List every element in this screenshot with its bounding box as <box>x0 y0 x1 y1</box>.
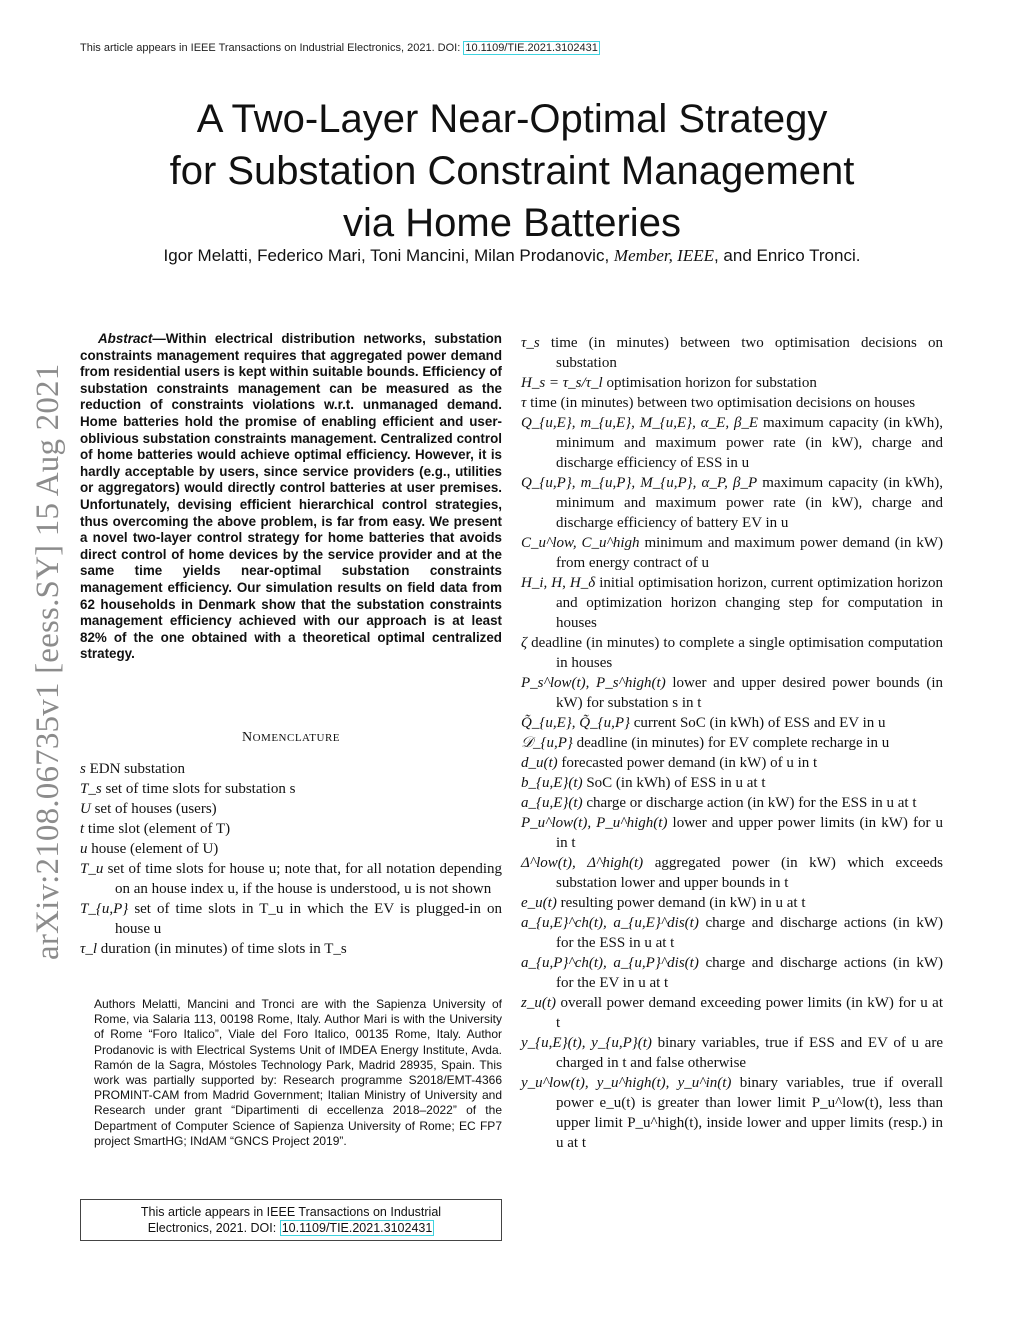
nomenclature-desc: aggregated power (in kW) which exceeds substation lower and upper bounds in t <box>556 855 943 891</box>
nomenclature-symbol: y_{u,E}(t), y_{u,P}(t) <box>521 1035 652 1051</box>
nomenclature-desc: time (in minutes) between two optimisation decisions on substation <box>550 335 944 371</box>
nomenclature-symbol: ζ <box>521 635 528 651</box>
nomenclature-item <box>521 893 943 913</box>
nomenclature-desc: resulting power demand (in kW) in u at t <box>560 895 806 911</box>
nomenclature-symbol: Δ^low(t), Δ^high(t) <box>521 855 644 871</box>
nomenclature-item <box>521 713 943 733</box>
nomenclature-desc: current SoC (in kWh) of ESS and EV in u <box>633 715 886 731</box>
nomenclature-desc: maximum capacity (in kWh), minimum and maximum power rate (in kW), charge and discharge efficiency of battery EV in u <box>556 475 944 531</box>
nomenclature-item <box>80 899 502 939</box>
nomenclature-symbol: τ <box>521 395 527 411</box>
paper-title <box>0 93 1024 249</box>
nomenclature-desc: set of time slots for substation s <box>105 781 296 797</box>
notice-line <box>81 1220 501 1236</box>
notice-line: This article appears in IEEE Transactions on Industrial <box>140 1205 442 1219</box>
nomenclature-desc: binary variables, true if ESS and EV of u are charged in t and false otherwise <box>556 1035 943 1071</box>
nomenclature-symbol: t <box>80 821 85 837</box>
header-note <box>80 42 600 54</box>
nomenclature-item <box>521 413 943 473</box>
nomenclature-symbol: b_{u,E}(t) <box>521 775 583 791</box>
nomenclature-symbol: Q_{u,E}, m_{u,E}, M_{u,E}, α_E, β_E <box>521 415 759 431</box>
nomenclature-item <box>521 673 943 713</box>
nomenclature-desc: set of houses (users) <box>94 801 217 817</box>
abstract-text: —Within electrical distribution networks, substation constraints management requires that aggregated power demand from residential users is kept within suitable bounds. Efficiency of substation constraints management can be measured as the reduction of constraints violations w.r.t. unmanaged demand. Home batteries hold the promise of enabling efficient and user-oblivious substation constraints management. Centralized control of home batteries would achieve optimal efficiency. However, it is hardly acceptable by users, since service providers (e.g., utilities or aggregators) would directly control batteries at user premises. Unfortunately, devising efficient hierarchical control strategies, thus overcoming the above problem, is far from easy. We present a novel two-layer control strategy for home batteries that avoids direct control of home devices by the service provider and at the same time yields near-optimal substation constraints management efficiency. Our simulation results on field data from 62 households in Denmark show that the substation constraints management efficiency achieved with our approach is at least 82% of the one obtained with a theoretical optimal centralized strategy. <box>80 331 502 662</box>
nomenclature-desc: binary variables, true if overall power e_u(t) is greater than lower limit P_u^low(t), less than upper limit P_u^high(t), inside lower and upper limits (resp.) in u at t <box>556 1075 944 1151</box>
publication-notice-box <box>80 1199 502 1241</box>
nomenclature-heading <box>80 730 502 746</box>
nomenclature-item <box>80 779 502 799</box>
nomenclature-item <box>521 1073 943 1153</box>
nomenclature-desc: time slot (element of T) <box>87 821 231 837</box>
nomenclature-desc: deadline (in minutes) for EV complete recharge in u <box>576 735 890 751</box>
nomenclature-symbol: d_u(t) <box>521 755 558 771</box>
nomenclature-desc: maximum capacity (in kWh), minimum and maximum power rate (in kW), charge and discharge efficiency of ESS in u <box>556 415 944 471</box>
nomenclature-desc: forecasted power demand (in kW) of u in t <box>561 755 818 771</box>
heading-rest: OMENCLATURE <box>252 732 340 744</box>
nomenclature-symbol: y_u^low(t), y_u^high(t), y_u^in(t) <box>521 1075 732 1091</box>
nomenclature-item <box>80 859 502 899</box>
nomenclature-desc: initial optimisation horizon, current optimization horizon and optimization horizon changing step for computation in houses <box>556 575 944 631</box>
nomenclature-item <box>80 939 502 959</box>
nomenclature-desc: lower and upper power limits (in kW) for u in t <box>556 815 944 851</box>
nomenclature-item <box>80 839 502 859</box>
nomenclature-symbol: τ_l <box>80 941 98 957</box>
nomenclature-desc: set of time slots in T_u in which the EV is plugged-in on house u <box>115 901 502 937</box>
nomenclature-symbol: a_{u,E}^ch(t), a_{u,E}^dis(t) <box>521 915 699 931</box>
nomenclature-symbol: a_{u,P}^ch(t), a_{u,P}^dis(t) <box>521 955 699 971</box>
nomenclature-symbol: P_s^low(t), P_s^high(t) <box>521 675 666 691</box>
notice-doi-link[interactable]: 10.1109/TIE.2021.3102431 <box>281 1221 433 1235</box>
nomenclature-symbol: τ_s <box>521 335 540 351</box>
title-line: for Substation Constraint Management <box>169 149 855 193</box>
nomenclature-symbol: U <box>80 801 91 817</box>
nomenclature-symbol: H_s = τ_s/τ_l <box>521 375 603 391</box>
notice-prefix: Electronics, 2021. DOI: <box>147 1221 280 1235</box>
author-affiliation-footnote <box>80 997 502 1149</box>
nomenclature-desc: time (in minutes) between two optimisation decisions on houses <box>530 395 916 411</box>
nomenclature-item <box>521 1033 943 1073</box>
nomenclature-item <box>521 373 943 393</box>
nomenclature-item <box>521 533 943 573</box>
nomenclature-desc: overall power demand exceeding power limits (in kW) for u at t <box>556 995 944 1031</box>
nomenclature-desc: house (element of U) <box>91 841 219 857</box>
title-line: via Home Batteries <box>343 201 681 245</box>
nomenclature-desc: optimisation horizon for substation <box>606 375 817 391</box>
nomenclature-item <box>521 813 943 853</box>
nomenclature-item <box>521 753 943 773</box>
nomenclature-item <box>80 759 502 779</box>
nomenclature-desc: duration (in minutes) of time slots in T_s <box>100 941 347 957</box>
nomenclature-item <box>80 799 502 819</box>
nomenclature-symbol: 𝒟_{u,P} <box>521 735 573 751</box>
nomenclature-desc: deadline (in minutes) to complete a single optimisation computation in houses <box>531 635 943 671</box>
nomenclature-item <box>521 773 943 793</box>
nomenclature-item <box>521 633 943 673</box>
nomenclature-symbol: a_{u,E}(t) <box>521 795 583 811</box>
nomenclature-desc: charge and discharge actions (in kW) for the ESS in u at t <box>556 915 943 951</box>
abstract-lead: Abstract <box>98 331 153 346</box>
nomenclature-list-right <box>521 333 943 1153</box>
abstract <box>80 331 502 663</box>
nomenclature-item <box>521 473 943 533</box>
arxiv-stamp: arXiv:2108.06735v1 [eess.SY] 15 Aug 2021 <box>30 363 66 960</box>
heading-initial: N <box>241 730 253 745</box>
footnote-text: Authors Melatti, Mancini and Tronci are with the Sapienza University of Rome, via Salaria 113, 00198 Rome, Italy. Author Mari is with the University of Rome “Foro Italico”, Viale del Foro Italico, 00135 Rome, Italy. Author Prodanovic is with Electrical Systems Unit of IMDEA Energy Institute, Avda. Ramón de la Sagra, Móstoles Technology Park, Madrid 28935, Spain. This work was partially supported by: Research programme S2018/EMT-4366 PROMINT-CAM from Madrid Government; Italian Ministry of University and Research under grant “Dipartimenti di eccellenza 2018–2022” of the Department of Computer Science of Sapienza University of Rome; EC FP7 project SmartHG; INdAM “GNCS Project 2019”. <box>94 997 502 1148</box>
nomenclature-desc: minimum and maximum power demand (in kW) from energy contract of u <box>556 535 943 571</box>
nomenclature-item <box>521 733 943 753</box>
nomenclature-item <box>521 913 943 953</box>
nomenclature-item <box>521 333 943 373</box>
nomenclature-desc: set of time slots for house u; note that, for all notation depending on an house index u, if the house is understood, u is not shown <box>107 861 502 897</box>
nomenclature-symbol: P_u^low(t), P_u^high(t) <box>521 815 668 831</box>
nomenclature-desc: charge and discharge actions (in kW) for the EV in u at t <box>556 955 943 991</box>
nomenclature-symbol: T_s <box>80 781 102 797</box>
header-note-text: This article appears in IEEE Transactions on Industrial Electronics, 2021. DOI: <box>80 42 464 54</box>
title-line: A Two-Layer Near-Optimal Strategy <box>196 97 828 141</box>
nomenclature-desc: lower and upper desired power bounds (in kW) for substation s in t <box>556 675 944 711</box>
nomenclature-item <box>521 853 943 893</box>
nomenclature-item <box>80 819 502 839</box>
nomenclature-desc: EDN substation <box>89 761 186 777</box>
author-membership: Member, IEEE <box>613 246 714 265</box>
nomenclature-symbol: u <box>80 841 88 857</box>
nomenclature-symbol: z_u(t) <box>521 995 556 1011</box>
nomenclature-symbol: T_u <box>80 861 104 877</box>
author-list <box>0 246 1024 266</box>
nomenclature-symbol: s <box>80 761 86 777</box>
nomenclature-desc: charge or discharge action (in kW) for the ESS in u at t <box>586 795 917 811</box>
nomenclature-symbol: H_i, H, H_δ <box>521 575 596 591</box>
nomenclature-list-left <box>80 759 502 959</box>
author-tail: , and Enrico Tronci. <box>713 246 861 265</box>
nomenclature-symbol: C_u^low, C_u^high <box>521 535 640 551</box>
header-doi-link[interactable]: 10.1109/TIE.2021.3102431 <box>465 42 598 54</box>
author-names: Igor Melatti, Federico Mari, Toni Mancini, Milan Prodanovic, <box>163 246 614 265</box>
nomenclature-item <box>521 573 943 633</box>
nomenclature-symbol: Q̃_{u,E}, Q̃_{u,P} <box>521 715 630 731</box>
nomenclature-item <box>521 393 943 413</box>
nomenclature-symbol: e_u(t) <box>521 895 557 911</box>
nomenclature-desc: SoC (in kWh) of ESS in u at t <box>586 775 766 791</box>
nomenclature-item <box>521 953 943 993</box>
nomenclature-symbol: T_{u,P} <box>80 901 129 917</box>
nomenclature-item <box>521 793 943 813</box>
nomenclature-symbol: Q_{u,P}, m_{u,P}, M_{u,P}, α_P, β_P <box>521 475 758 491</box>
nomenclature-item <box>521 993 943 1033</box>
